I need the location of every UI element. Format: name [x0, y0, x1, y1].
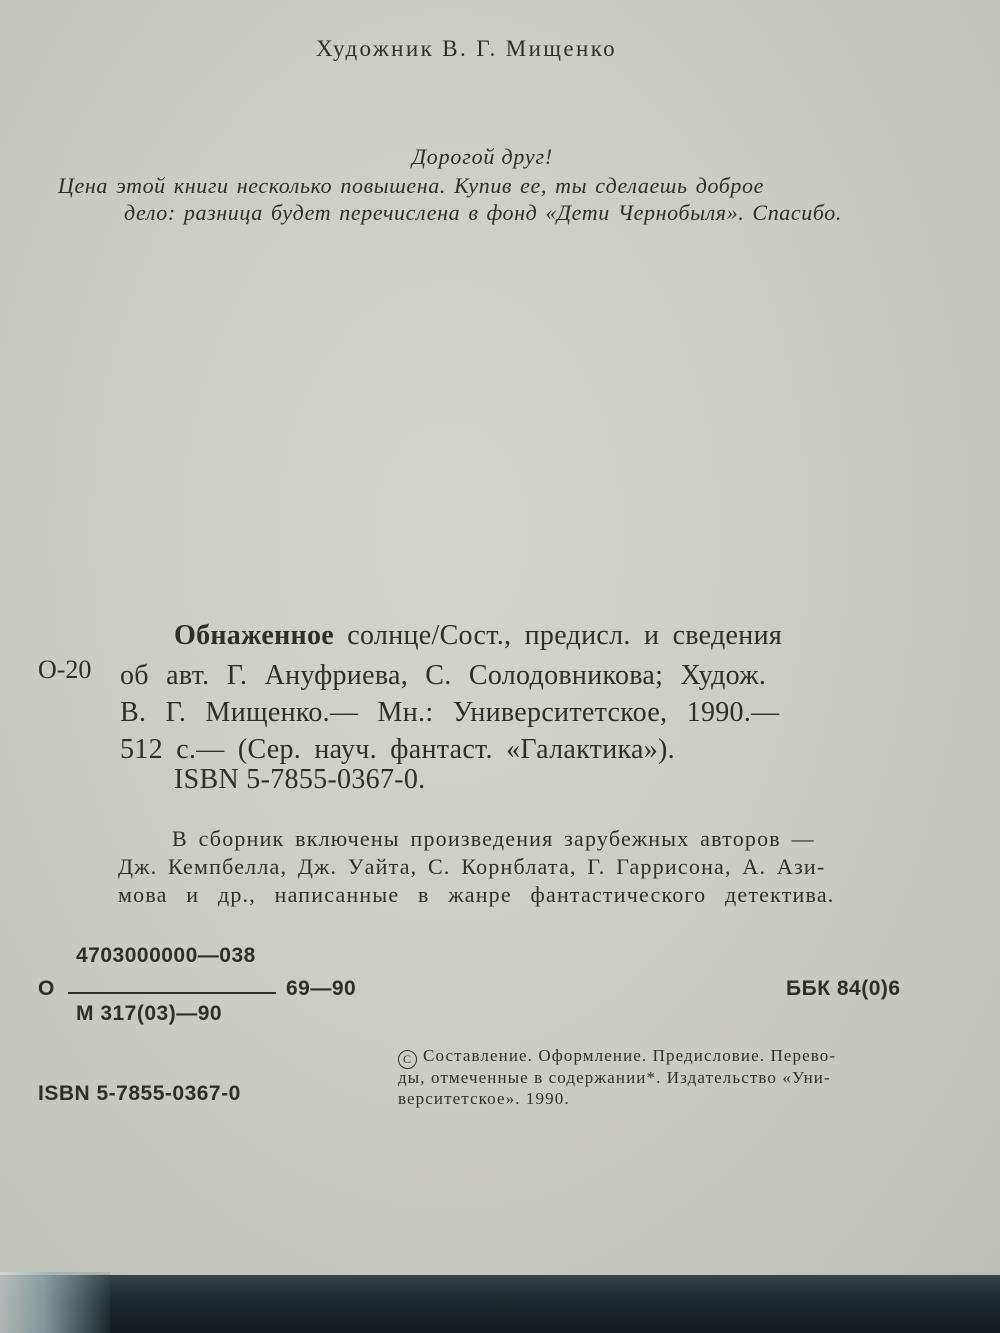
- fraction-rule: [68, 992, 276, 994]
- copyright-icon: C: [398, 1050, 417, 1069]
- isbn-bottom: ISBN 5-7855-0367-0: [38, 1082, 241, 1105]
- annotation-line: Дж. Кемпбелла, Дж. Уайта, С. Корнблата, Г. Гаррисона, А. Ази-: [118, 854, 826, 879]
- index-suffix: 69—90: [286, 977, 357, 1000]
- index-denominator: М 317(03)—90: [76, 1002, 223, 1025]
- greeting-title: Дорогой друг!: [412, 144, 553, 169]
- catalog-line-1: [174, 620, 782, 652]
- artist-credit: Художник В. Г. Мищенко: [316, 36, 618, 61]
- catalog-line-1-rest: солнце/Сост., предисл. и сведения: [333, 620, 783, 651]
- annotation-line: В сборник включены произведения зарубежных авторов —: [172, 826, 815, 851]
- book-spine-edge: [0, 1275, 1000, 1333]
- catalog-line-3: В. Г. Мищенко.— Мн.: Университетское, 1990.—: [120, 697, 780, 728]
- greeting-line: дело: разница будет перечислена в фонд «Дети Чернобыля». Спасибо.: [124, 200, 842, 225]
- copyright-line: [398, 1046, 836, 1069]
- catalog-isbn: ISBN 5-7855-0367-0.: [174, 764, 426, 795]
- index-numerator: 4703000000—038: [76, 944, 256, 967]
- bbk-code: ББК 84(0)6: [786, 977, 901, 1000]
- index-prefix: О: [38, 977, 55, 1000]
- greeting-line: Цена этой книги несколько повышена. Купив ее, ты сделаешь доброе: [58, 173, 764, 198]
- catalog-line-4: 512 с.— (Сер. науч. фантаст. «Галактика»).: [120, 734, 675, 765]
- book-title: Обнаженное: [174, 620, 334, 651]
- catalog-code: О-20: [38, 655, 92, 684]
- copyright-text: Составление. Оформление. Предисловие. Перево-: [423, 1046, 837, 1065]
- annotation-line: мова и др., написанные в жанре фантастического детектива.: [118, 882, 835, 907]
- spine-scuff: [0, 1272, 110, 1333]
- copyright-line: ды, отмеченные в содержании*. Издательство «Уни-: [398, 1068, 831, 1087]
- catalog-line-2: об авт. Г. Ануфриева, С. Солодовникова; Худож.: [120, 660, 767, 691]
- copyright-line: верситетское». 1990.: [398, 1089, 570, 1108]
